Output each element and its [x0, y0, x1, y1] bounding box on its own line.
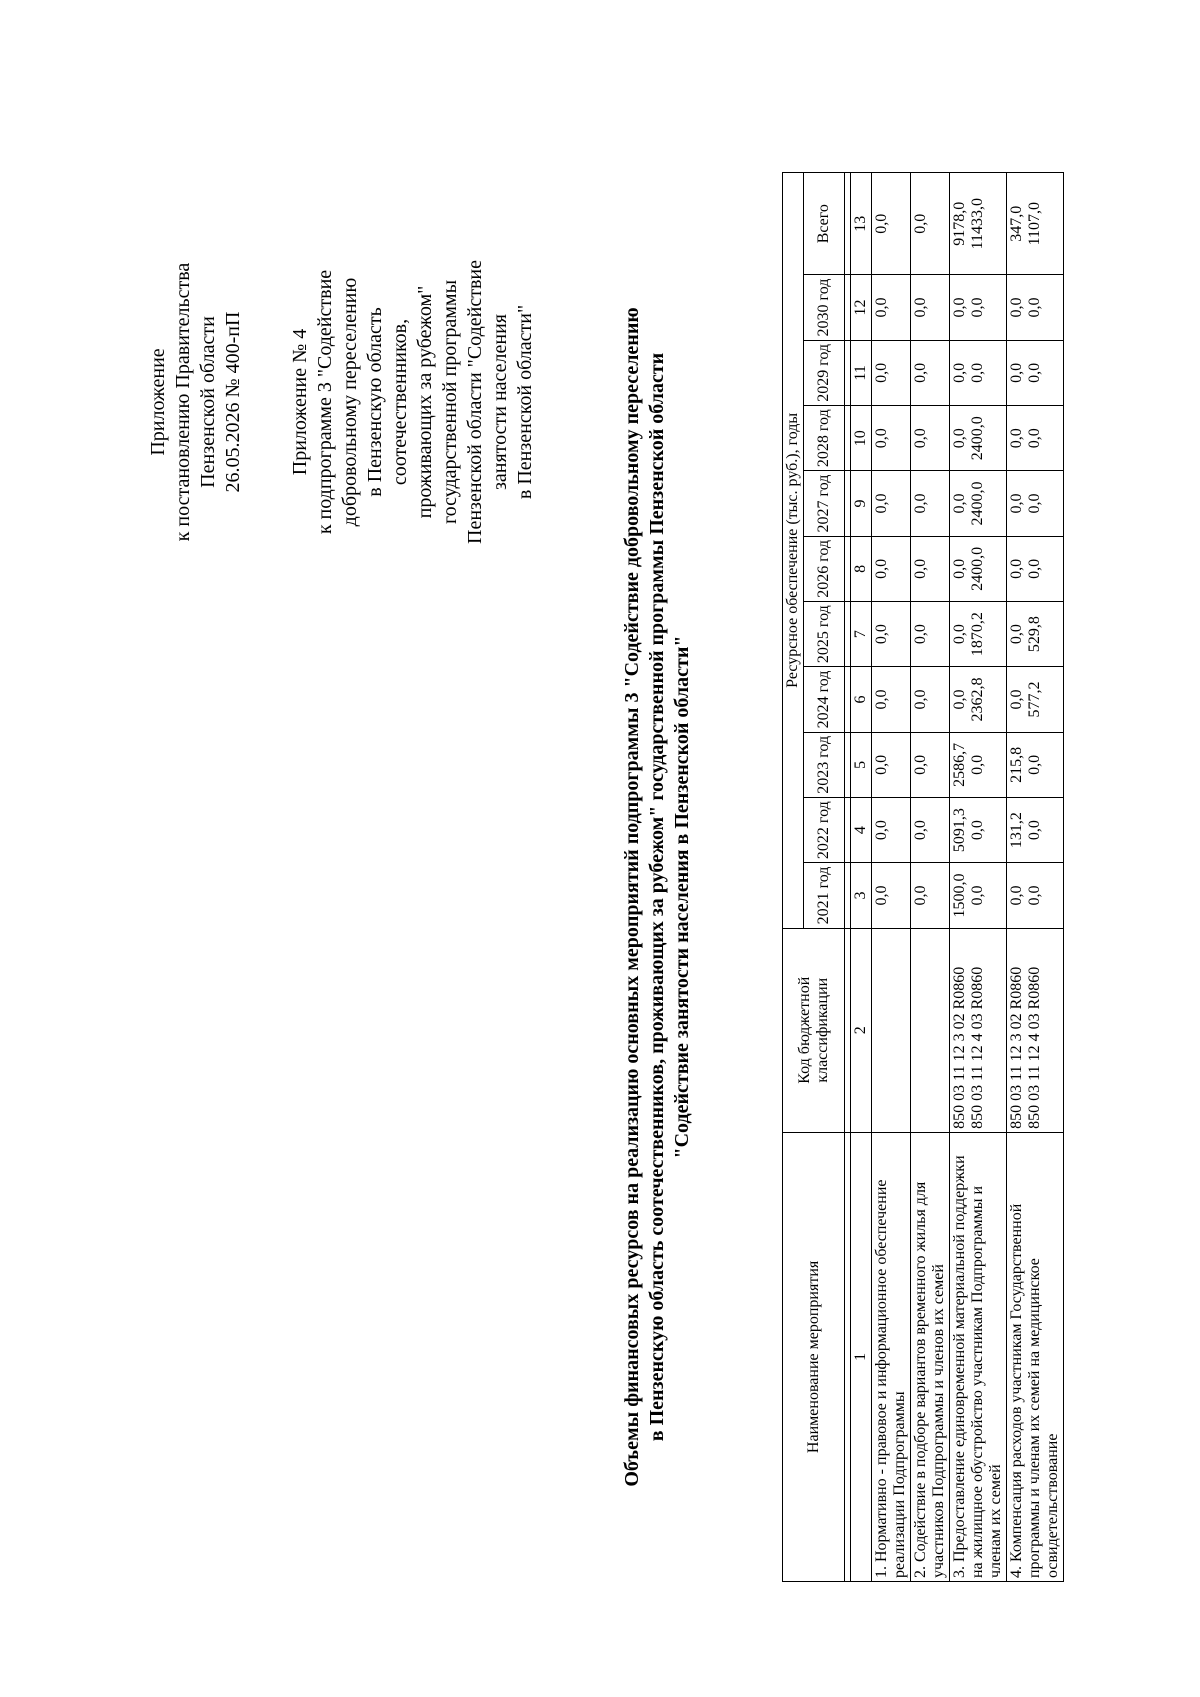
approval-block: [146, 237, 246, 567]
row-value: 0,0: [872, 732, 911, 797]
column-number: 1: [851, 1132, 872, 1581]
header-year: 2029 год: [804, 340, 845, 405]
row-value: 0,0 0,0: [1007, 863, 1064, 928]
row-value: 0,0: [872, 536, 911, 601]
row-value: 5091,3 0,0: [950, 797, 1007, 862]
row-value: 0,0 0,0: [950, 340, 1007, 405]
row-value: 0,0: [872, 471, 911, 536]
row-value: 0,0: [872, 340, 911, 405]
row-value: 0,0 2362,8: [950, 667, 1007, 732]
annex-line: в Пензенскую область: [364, 307, 386, 497]
header-year: 2026 год: [804, 536, 845, 601]
row-value: 0,0: [911, 406, 950, 471]
row-value: 0,0: [872, 275, 911, 340]
row-total: 0,0: [911, 173, 950, 275]
row-value: 0,0 577,2: [1007, 667, 1064, 732]
title-line: "Содействие занятости населения в Пензенской области": [671, 635, 693, 1159]
row-code: 850 03 11 12 3 02 R0860 850 03 11 12 4 03 R0860: [1007, 928, 1064, 1132]
table-row: [1007, 173, 1064, 1582]
column-number: 2: [851, 928, 872, 1132]
row-value: 2586,7 0,0: [950, 732, 1007, 797]
approval-line: Пензенской области: [197, 316, 219, 488]
header-year: 2027 год: [804, 471, 845, 536]
row-value: 215,8 0,0: [1007, 732, 1064, 797]
annex-line: добровольному переселению: [339, 277, 361, 527]
row-value: 0,0: [911, 340, 950, 405]
header-year: 2024 год: [804, 667, 845, 732]
column-number: 7: [851, 602, 872, 667]
row-total: 0,0: [872, 173, 911, 275]
column-number: 4: [851, 797, 872, 862]
row-name: 1. Нормативно - правовое и информационное обеспечение реализации Подпрограммы: [872, 1132, 911, 1581]
row-code: 850 03 11 12 3 02 R0860 850 03 11 12 4 03 R0860: [950, 928, 1007, 1132]
row-value: 0,0 1870,2: [950, 602, 1007, 667]
column-number: 13: [851, 173, 872, 275]
row-value: 0,0: [911, 863, 950, 928]
header-year: 2023 год: [804, 732, 845, 797]
annex-line: Приложение № 4: [289, 328, 311, 476]
title-line: Объемы финансовых ресурсов на реализацию основных мероприятий подпрограммы 3 "Содействие добровольному переселению: [621, 307, 643, 1487]
row-value: 0,0: [911, 471, 950, 536]
row-value: 0,0: [911, 732, 950, 797]
column-number: 6: [851, 667, 872, 732]
row-value: 0,0: [911, 536, 950, 601]
header-year: 2022 год: [804, 797, 845, 862]
row-value: 0,0 2400,0: [950, 406, 1007, 471]
row-value: 0,0: [872, 797, 911, 862]
column-number: 5: [851, 732, 872, 797]
annex-block: [288, 237, 538, 567]
annex-line: занятости населения: [489, 314, 511, 491]
column-number: 3: [851, 863, 872, 928]
row-value: 1500,0 0,0: [950, 863, 1007, 928]
annex-line: Пензенской области "Содействие: [464, 260, 486, 544]
row-value: 131,2 0,0: [1007, 797, 1064, 862]
row-name: 3. Предоставление единовременной материальной поддержки на жилищное обустройство участникам Подпрограммы и членам их семей: [950, 1132, 1007, 1581]
annex-line: государственной программы: [439, 279, 461, 525]
row-value: 0,0 2400,0: [950, 471, 1007, 536]
row-value: 0,0 529,8: [1007, 602, 1064, 667]
table-row: [911, 173, 950, 1582]
column-number: 9: [851, 471, 872, 536]
row-value: 0,0: [872, 602, 911, 667]
annex-line: к подпрограмме 3 "Содействие: [314, 269, 336, 535]
row-total: 347,0 1107,0: [1007, 173, 1064, 275]
row-value: 0,0: [872, 667, 911, 732]
header-year: 2025 год: [804, 602, 845, 667]
row-code: [872, 928, 911, 1132]
approval-line: к постановлению Правительства: [172, 262, 194, 542]
row-name: 2. Содействие в подборе вариантов временного жилья для участников Подпрограммы и членов их семей: [911, 1132, 950, 1581]
row-value: 0,0 0,0: [1007, 275, 1064, 340]
annex-line: проживающих за рубежом": [414, 285, 436, 519]
column-number: 12: [851, 275, 872, 340]
header-year: 2021 год: [804, 863, 845, 928]
header-resources: Ресурсное обеспечение (тыс. руб.), годы: [783, 173, 804, 929]
document-title: [620, 197, 695, 1597]
table-row: [950, 173, 1007, 1582]
column-number: 8: [851, 536, 872, 601]
header-total: Всего: [804, 173, 845, 275]
column-number: 10: [851, 406, 872, 471]
row-value: 0,0 0,0: [1007, 340, 1064, 405]
header-code: Код бюджетной классификации: [783, 928, 845, 1132]
row-value: 0,0 0,0: [1007, 471, 1064, 536]
row-value: 0,0: [911, 602, 950, 667]
annex-line: в Пензенской области": [514, 304, 536, 500]
row-value: 0,0: [911, 667, 950, 732]
column-number-row: [851, 173, 872, 1582]
header-year: 2030 год: [804, 275, 845, 340]
resources-table: [782, 172, 1064, 1582]
row-value: 0,0 0,0: [1007, 406, 1064, 471]
approval-line: 26.05.2026 № 400-пП: [222, 311, 244, 493]
row-total: 9178,0 11433,0: [950, 173, 1007, 275]
row-value: 0,0: [872, 406, 911, 471]
column-number: 11: [851, 340, 872, 405]
annex-line: соотечественников,: [389, 318, 411, 486]
table-row: [872, 173, 911, 1582]
row-name: 4. Компенсация расходов участникам Государственной программы и членам их семей на медицинское освидетельствование: [1007, 1132, 1064, 1581]
row-value: 0,0 0,0: [950, 275, 1007, 340]
row-value: 0,0 0,0: [1007, 536, 1064, 601]
row-code: [911, 928, 950, 1132]
row-value: 0,0: [872, 863, 911, 928]
header-name: Наименование мероприятия: [783, 1132, 845, 1581]
header-year: 2028 год: [804, 406, 845, 471]
row-value: 0,0: [911, 797, 950, 862]
title-line: в Пензенскую область соотечественников, проживающих за рубежом" государственной программы Пензенской области: [646, 352, 668, 1442]
approval-line: Приложение: [147, 348, 169, 456]
row-value: 0,0: [911, 275, 950, 340]
row-value: 0,0 2400,0: [950, 536, 1007, 601]
